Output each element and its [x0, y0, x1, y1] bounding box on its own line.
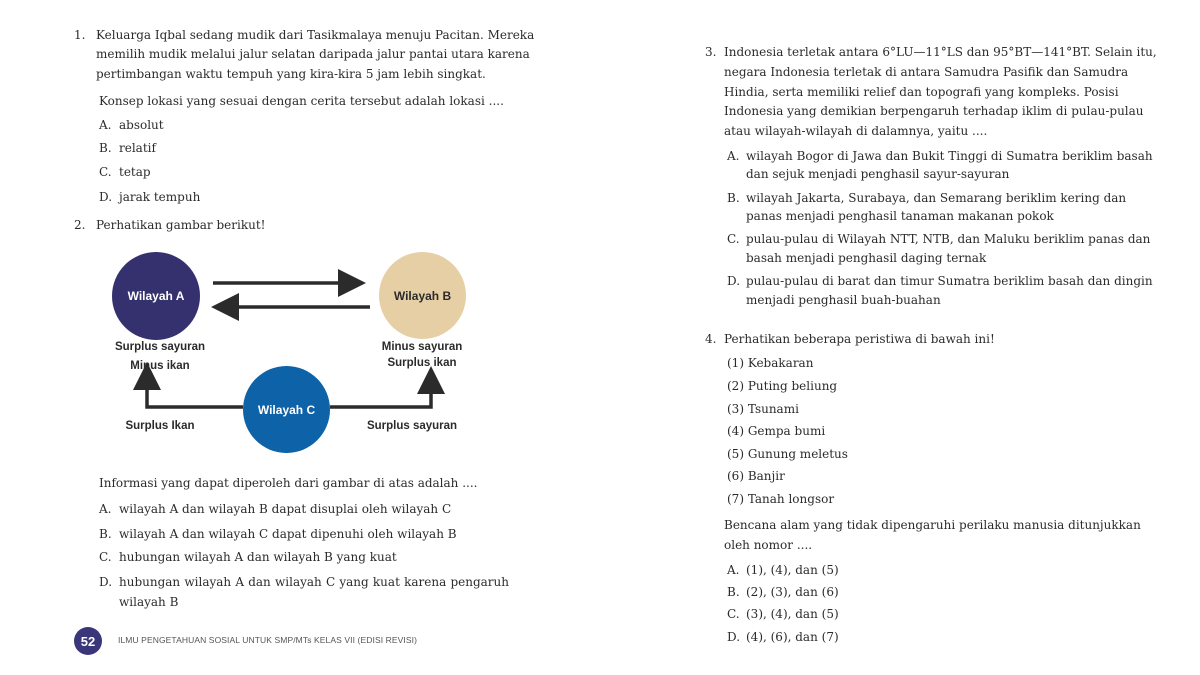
q4-option-a-text: (1), (4), dan (5): [746, 563, 839, 577]
q1-option-a-letter: A.: [99, 118, 112, 132]
q2-option-c-text: hubungan wilayah A dan wilayah B yang kuat: [119, 550, 397, 564]
region-a-minus-label: Minus ikan: [130, 360, 190, 372]
arrow-c-to-b: [330, 380, 431, 407]
q4-option-d-letter: D.: [727, 630, 741, 644]
q4-option-a-letter: A.: [727, 563, 740, 577]
arrow-c-to-a: [147, 376, 243, 407]
region-a-circle: [112, 252, 200, 340]
q3-option-a-line-2: dan sejuk menjadi penghasil sayur-sayuran: [746, 167, 1010, 181]
q4-option-b-letter: B.: [727, 585, 740, 599]
q2-option-b-letter: B.: [99, 527, 112, 541]
q3-option-d-letter: D.: [727, 274, 741, 288]
q3-option-c-line-1: pulau-pulau di Wilayah NTT, NTB, dan Maluku beriklim panas dan: [746, 232, 1151, 246]
page-number-badge: [74, 627, 102, 655]
q4-prompt-line-1: Bencana alam yang tidak dipengaruhi perilaku manusia ditunjukkan: [724, 518, 1141, 532]
q2-number: 2.: [74, 218, 86, 232]
q2-option-d-text-cont: wilayah B: [119, 595, 179, 609]
q1-option-d-text: jarak tempuh: [119, 190, 201, 204]
q4-option-d-text: (4), (6), dan (7): [746, 630, 839, 644]
q4-event-5: (5) Gunung meletus: [727, 447, 848, 461]
q3-option-a-letter: A.: [727, 149, 740, 163]
q1-option-a-text: absolut: [119, 118, 164, 132]
region-c-label: Wilayah C: [257, 402, 316, 417]
region-b-surplus-label: Surplus ikan: [387, 357, 457, 369]
q2-prompt: Informasi yang dapat diperoleh dari gambar di atas adalah ....: [99, 476, 478, 490]
q1-number: 1.: [74, 28, 86, 42]
q3-option-b-line-1: wilayah Jakarta, Surabaya, dan Semarang beriklim kering dan: [746, 191, 1127, 205]
q2-option-d-letter: D.: [99, 575, 113, 589]
q3-text-line-3: Hindia, serta memiliki relief dan topografi yang kompleks. Posisi: [724, 85, 1119, 99]
q4-option-b-text: (2), (3), dan (6): [746, 585, 839, 599]
q1-prompt: Konsep lokasi yang sesuai dengan cerita tersebut adalah lokasi ....: [99, 94, 504, 108]
footer-book-title: ILMU PENGETAHUAN SOSIAL UNTUK SMP/MTs KELAS VII (EDISI REVISI): [118, 635, 418, 645]
q3-option-d-line-1: pulau-pulau di barat dan timur Sumatra beriklim basah dan dingin: [746, 274, 1153, 288]
region-c-right-label: Surplus sayuran: [366, 420, 458, 432]
q3-text-line-5: atau wilayah-wilayah di dalamnya, yaitu ....: [724, 124, 988, 138]
q2-option-c-letter: C.: [99, 550, 112, 564]
q4-event-7: (7) Tanah longsor: [727, 492, 835, 506]
q2-option-d-text: hubungan wilayah A dan wilayah C yang kuat karena pengaruh: [119, 575, 509, 589]
q1-text-line-1: Keluarga Iqbal sedang mudik dari Tasikmalaya menuju Pacitan. Mereka: [96, 28, 535, 42]
q2-intro: Perhatikan gambar berikut!: [96, 218, 266, 232]
q3-option-b-line-2: panas menjadi penghasil tanaman makanan pokok: [746, 209, 1054, 223]
q1-option-b-letter: B.: [99, 141, 112, 155]
q3-option-a-line-1: wilayah Bogor di Jawa dan Bukit Tinggi di Sumatra beriklim basah: [746, 149, 1153, 163]
q4-option-c-letter: C.: [727, 607, 740, 621]
q3-option-c-letter: C.: [727, 232, 740, 246]
page-number: 52: [80, 633, 96, 649]
q2-option-b-text: wilayah A dan wilayah C dapat dipenuhi oleh wilayah B: [119, 527, 457, 541]
region-c-left-label: Surplus Ikan: [125, 420, 195, 432]
q4-event-1: (1) Kebakaran: [727, 356, 814, 370]
region-b-minus-label: Minus sayuran: [381, 341, 463, 353]
q4-event-4: (4) Gempa bumi: [727, 424, 826, 438]
q4-intro: Perhatikan beberapa peristiwa di bawah ini!: [724, 332, 995, 346]
q2-option-a-letter: A.: [99, 502, 112, 516]
q3-text-line-1: Indonesia terletak antara 6°LU—11°LS dan 95°BT—141°BT. Selain itu,: [724, 45, 1157, 59]
q3-option-c-line-2: basah menjadi penghasil daging ternak: [746, 251, 987, 265]
q1-text-line-2: memilih mudik melalui jalur selatan daripada jalur pantai utara karena: [96, 47, 530, 61]
region-a-label: Wilayah A: [127, 289, 185, 303]
region-c-circle: [243, 366, 330, 453]
q3-number: 3.: [705, 45, 717, 59]
q3-option-b-letter: B.: [727, 191, 740, 205]
q1-text-line-3: pertimbangan waktu tempuh yang kira-kira 5 jam lebih singkat.: [96, 67, 486, 81]
q4-event-6: (6) Banjir: [727, 469, 785, 483]
q1-option-b-text: relatif: [119, 141, 156, 155]
q1-option-d-letter: D.: [99, 190, 113, 204]
q1-option-c-letter: C.: [99, 165, 112, 179]
region-b-circle: [379, 252, 466, 339]
q1-option-c-text: tetap: [119, 165, 151, 179]
q4-option-c-text: (3), (4), dan (5): [746, 607, 839, 621]
q4-number: 4.: [705, 332, 717, 346]
region-b-label: Wilayah B: [393, 288, 452, 303]
q4-prompt-line-2: oleh nomor ....: [724, 538, 813, 552]
q3-text-line-4: Indonesia yang demikian berpengaruh terhadap iklim di pulau-pulau: [724, 104, 1144, 118]
q2-option-a-text: wilayah A dan wilayah B dapat disuplai oleh wilayah C: [119, 502, 452, 516]
q4-event-2: (2) Puting beliung: [727, 379, 838, 393]
q3-option-d-line-2: menjadi penghasil buah-buahan: [746, 293, 941, 307]
region-a-surplus-label: Surplus sayuran: [114, 341, 206, 353]
q3-text-line-2: negara Indonesia terletak di antara Samudra Pasifik dan Samudra: [724, 65, 1129, 79]
q4-event-3: (3) Tsunami: [727, 402, 799, 416]
